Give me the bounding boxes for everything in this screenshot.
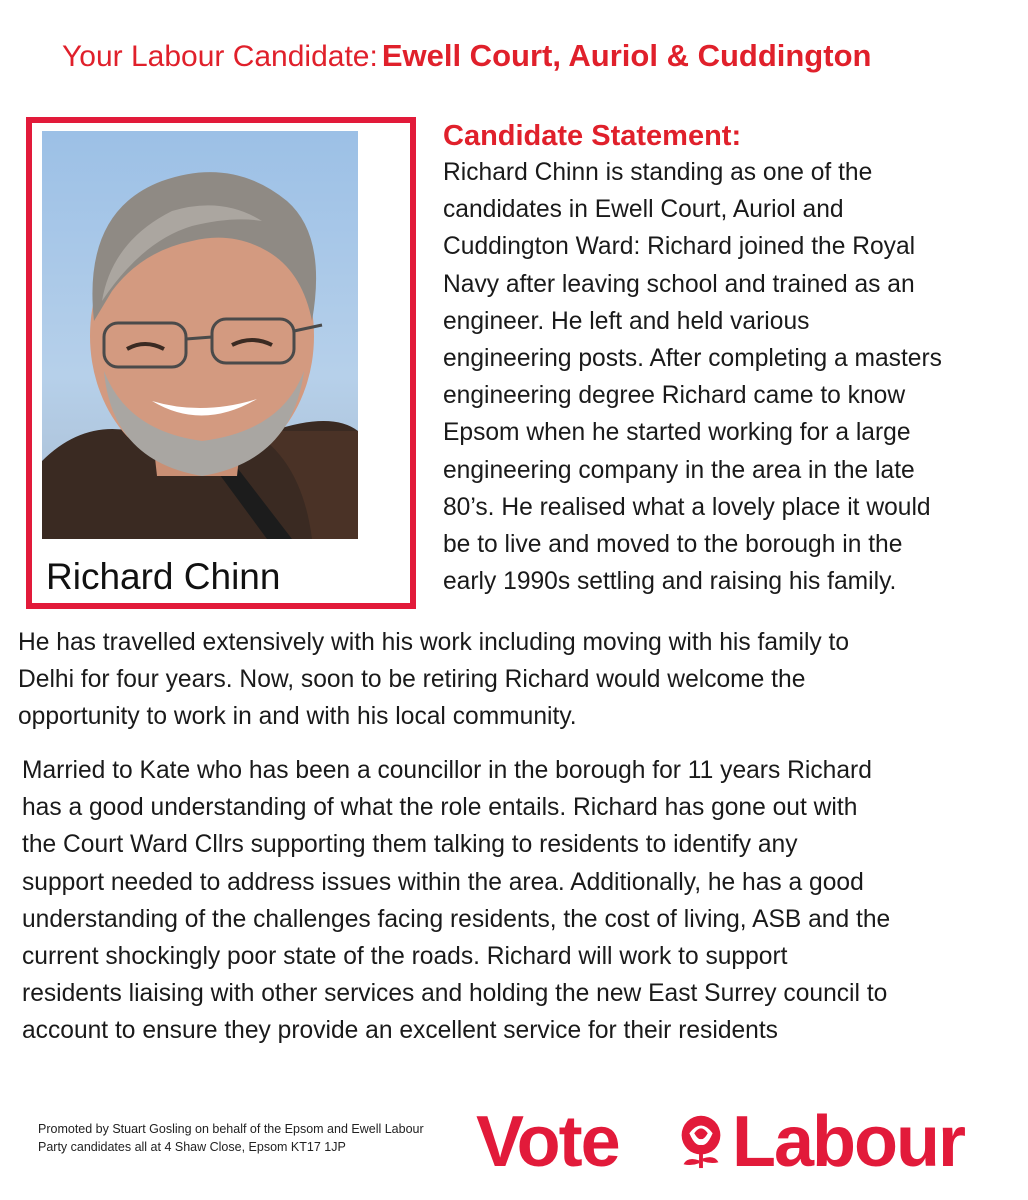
ward-name: Ewell Court, Auriol & Cuddington: [381, 38, 872, 73]
statement-line: be to live and moved to the borough in the: [443, 531, 903, 559]
promoted-by-imprint: Promoted by Stuart Gosling on behalf of the Epsom and Ewell Labour Party candidates all at 4 Shaw Close, Epsom KT17 1JP: [38, 1122, 424, 1154]
vote-labour-logo: [476, 1100, 1016, 1185]
statement-line: 80’s. He realised what a lovely place it would: [443, 493, 931, 521]
paragraph-line: account to ensure they provide an excellent service for their residents: [22, 1017, 778, 1045]
labour-rose-icon: [670, 1108, 732, 1170]
logo-word-vote: Vote: [476, 1102, 619, 1182]
candidate-statement: [443, 118, 1018, 600]
paragraph-line: the Court Ward Cllrs supporting them talking to residents to identify any: [22, 831, 798, 859]
candidate-name: Richard Chinn: [46, 556, 281, 597]
logo-word-labour: Labour: [732, 1102, 964, 1182]
statement-line: Cuddington Ward: Richard joined the Royal: [443, 233, 916, 261]
statement-line: engineering posts. After completing a masters: [443, 345, 942, 373]
paragraph-line: understanding of the challenges facing residents, the cost of living, ASB and the: [22, 905, 891, 933]
paragraph-line: residents liaising with other services and holding the new East Surrey council to: [22, 980, 888, 1008]
statement-line: engineering company in the area in the late: [443, 456, 915, 484]
paragraph-line: Married to Kate who has been a councillor in the borough for 11 years Richard: [22, 757, 872, 784]
statement-line: engineer. He left and held various: [443, 307, 810, 335]
paragraph-line: He has travelled extensively with his work including moving with his family to: [18, 629, 850, 656]
statement-line: early 1990s settling and raising his family.: [443, 568, 897, 596]
paragraph-line: Delhi for four years. Now, soon to be retiring Richard would welcome the: [18, 666, 806, 694]
statement-line: Navy after leaving school and trained as an: [443, 270, 915, 298]
title-prefix: Your Labour Candidate:: [62, 40, 378, 73]
statement-line: Epsom when he started working for a large: [443, 419, 911, 447]
page-title: [62, 38, 871, 74]
statement-paragraph: [443, 154, 1018, 600]
candidate-photo: [42, 131, 358, 539]
statement-line: Richard Chinn is standing as one of the: [443, 159, 873, 186]
statement-line: engineering degree Richard came to know: [443, 382, 906, 410]
candidate-photo-frame: [26, 117, 416, 609]
community-paragraph: [22, 752, 984, 1050]
statement-heading: Candidate Statement:: [443, 120, 742, 152]
paragraph-line: opportunity to work in and with his local community.: [18, 703, 577, 731]
travel-paragraph: [18, 624, 1008, 736]
statement-line: candidates in Ewell Court, Auriol and: [443, 196, 844, 224]
paragraph-line: current shockingly poor state of the roads. Richard will work to support: [22, 943, 788, 971]
paragraph-line: support needed to address issues within the area. Additionally, he has a good: [22, 868, 864, 896]
paragraph-line: has a good understanding of what the role entails. Richard has gone out with: [22, 794, 858, 822]
